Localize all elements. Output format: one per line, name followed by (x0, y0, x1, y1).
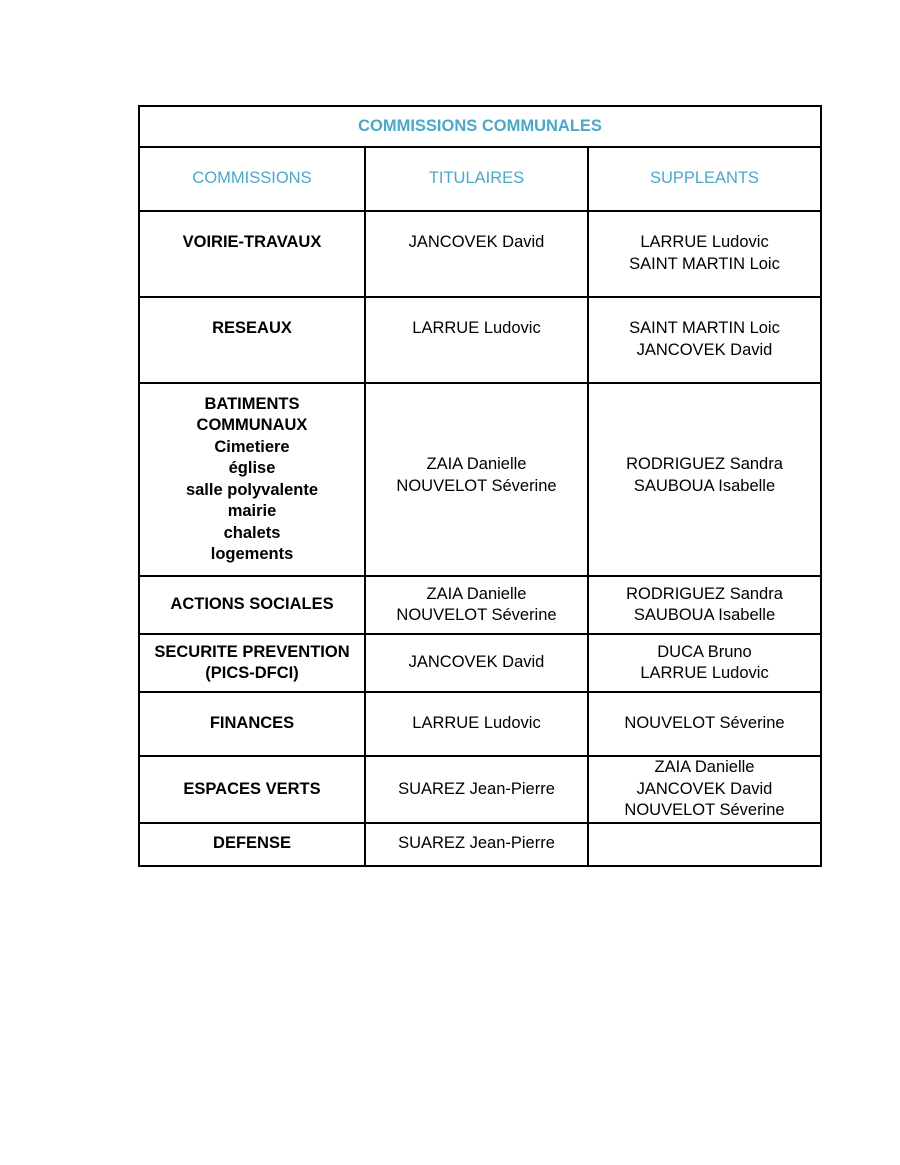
header-commissions: COMMISSIONS (139, 147, 365, 211)
suppleant-name: RODRIGUEZ Sandra (626, 584, 783, 603)
commission-name: (PICS-DFCI) (205, 664, 299, 682)
titulaires-cell (365, 576, 588, 634)
suppleants-cell (588, 692, 821, 756)
suppleants-cell (588, 211, 821, 297)
commission-cell (139, 211, 365, 297)
commission-cell (139, 634, 365, 692)
titulaires-cell (365, 211, 588, 297)
header-titulaires: TITULAIRES (365, 147, 588, 211)
titulaire-name: NOUVELOT Séverine (396, 606, 557, 624)
commission-name: ACTIONS SOCIALES (170, 595, 334, 614)
header-row (139, 147, 821, 211)
suppleant-name: DUCA Bruno (657, 642, 752, 661)
titulaire-name: LARRUE Ludovic (412, 714, 541, 733)
titulaire-name: ZAIA Danielle (426, 584, 527, 603)
titulaires-cell (365, 297, 588, 383)
commission-cell (139, 297, 365, 383)
commission-name: COMMUNAUX (196, 416, 308, 434)
commission-name: église (228, 459, 276, 477)
suppleants-cell (588, 756, 821, 823)
table-row (139, 823, 821, 866)
suppleant-name: SAUBOUA Isabelle (633, 606, 776, 624)
titulaire-name: SUAREZ Jean-Pierre (398, 834, 555, 853)
suppleant-name: SAUBOUA Isabelle (633, 476, 776, 495)
suppleant-name: LARRUE Ludovic (640, 664, 769, 682)
commission-cell (139, 383, 365, 576)
table-row (139, 383, 821, 576)
suppleants-cell (588, 823, 821, 866)
commission-name: salle polyvalente (185, 480, 319, 499)
header-suppleants: SUPPLEANTS (588, 147, 821, 211)
commission-cell (139, 756, 365, 823)
suppleant-name: LARRUE Ludovic (640, 233, 769, 251)
suppleant-name: JANCOVEK David (636, 779, 773, 798)
commission-cell (139, 692, 365, 756)
commission-cell (139, 576, 365, 634)
table-row (139, 692, 821, 756)
table-row (139, 297, 821, 383)
titulaires-cell (365, 692, 588, 756)
suppleants-cell (588, 297, 821, 383)
titulaires-cell (365, 634, 588, 692)
suppleant-name: SAINT MARTIN Loic (629, 254, 780, 273)
titulaire-name: JANCOVEK David (408, 653, 545, 672)
table-row (139, 211, 821, 297)
titulaires-cell (365, 383, 588, 576)
table-title: COMMISSIONS COMMUNALES (139, 106, 821, 147)
suppleants-cell (588, 634, 821, 692)
titulaires-cell (365, 756, 588, 823)
table-row (139, 634, 821, 692)
table-row (139, 576, 821, 634)
commission-name: mairie (227, 502, 277, 520)
commission-name: logements (210, 545, 294, 563)
titulaire-name: NOUVELOT Séverine (396, 476, 557, 495)
table-row (139, 756, 821, 823)
titulaire-name: SUAREZ Jean-Pierre (398, 779, 555, 798)
suppleant-name: ZAIA Danielle (654, 758, 755, 776)
suppleant-name: NOUVELOT Séverine (624, 801, 785, 819)
title-row (139, 106, 821, 147)
commissions-table (138, 105, 822, 867)
commission-name: SECURITE PREVENTION (154, 642, 350, 661)
titulaire-name: ZAIA Danielle (426, 455, 527, 473)
commission-name: VOIRIE-TRAVAUX (182, 233, 322, 251)
suppleant-name: NOUVELOT Séverine (624, 714, 785, 733)
titulaire-name: JANCOVEK David (408, 233, 545, 251)
suppleant-name: RODRIGUEZ Sandra (626, 455, 783, 473)
commission-name: DEFENSE (213, 834, 291, 853)
commission-name: chalets (223, 523, 281, 542)
commission-name: Cimetiere (214, 437, 290, 456)
suppleants-cell (588, 383, 821, 576)
commission-cell (139, 823, 365, 866)
commission-name: BATIMENTS (204, 394, 300, 413)
titulaire-name: LARRUE Ludovic (412, 319, 541, 337)
commission-name: FINANCES (209, 714, 295, 733)
commission-name: ESPACES VERTS (183, 779, 321, 798)
suppleants-cell (588, 576, 821, 634)
suppleant-name: SAINT MARTIN Loic (629, 319, 780, 337)
titulaires-cell (365, 823, 588, 866)
suppleant-name: JANCOVEK David (636, 340, 773, 359)
commission-name: RESEAUX (212, 319, 292, 337)
